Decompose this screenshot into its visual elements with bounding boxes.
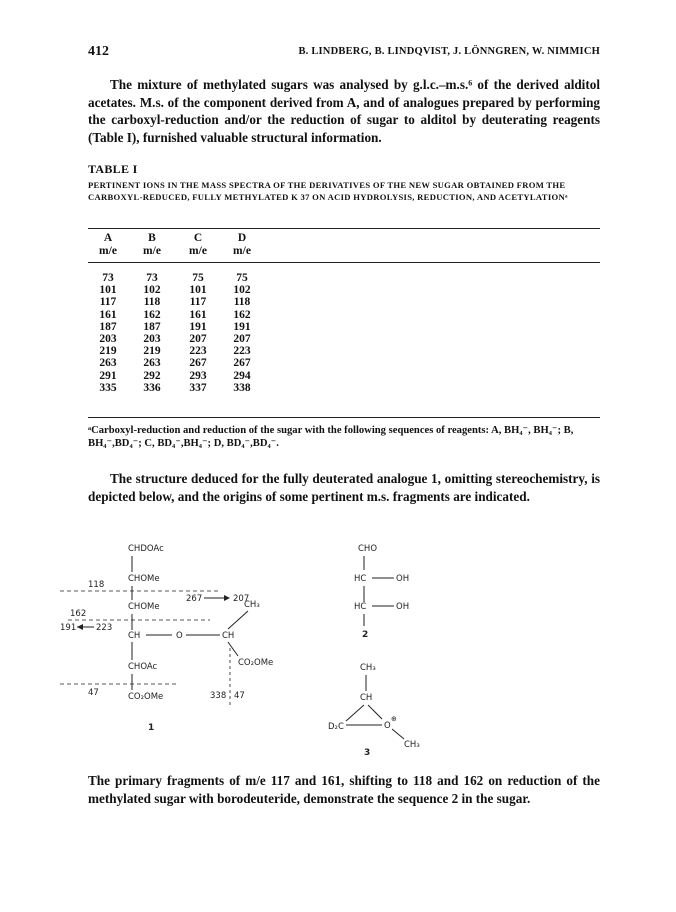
table-cell: 102 [143, 284, 161, 297]
fragment-47-right: 47 [234, 691, 245, 701]
table-cell: 203 [99, 332, 117, 345]
intro-paragraph [88, 76, 600, 146]
group-hc-2: HC [354, 602, 367, 612]
table-column-a-values [88, 272, 128, 394]
fragment-118: 118 [88, 580, 105, 590]
group-o: O [384, 721, 391, 731]
table-cell: 219 [99, 345, 117, 358]
table-cell: 118 [233, 296, 251, 309]
column-letter: B [148, 232, 156, 244]
table-cell: 117 [189, 296, 207, 309]
fragment-162: 162 [70, 609, 87, 619]
structure-2-diagram [330, 538, 440, 638]
table-cell: 263 [143, 357, 161, 370]
group-chome-2: CHOMe [128, 602, 160, 612]
group-ch3-bottom: CH₃ [404, 740, 420, 750]
table-header-rule [88, 262, 600, 263]
fragment-191: 191 [60, 623, 77, 633]
fragment-267: 267 [186, 594, 203, 604]
group-ch: CH [360, 693, 373, 703]
column-letter: A [103, 232, 113, 244]
table-cell: 187 [143, 320, 161, 333]
table-column-header-c [178, 232, 218, 258]
structure-2-label: 2 [362, 630, 369, 638]
page-number: 412 [88, 44, 109, 59]
table-cell: 336 [143, 381, 161, 394]
structure-text: The structure deduced for the fully deuterated analogue 1, omitting stereochemistry, is depicted below, and the origins of some pertinent m.s. fragments are indicated. [88, 471, 600, 504]
table-footnote: ᵃCarboxyl-reduction and reduction of the sugar with the following sequences of reagents: A, BH₄⁻, BH₄⁻; B, BH₄⁻,BD₄⁻; C, BD₄⁻,BH₄⁻; D, BD₄⁻,BD₄⁻. [88, 425, 574, 449]
table-top-rule [88, 228, 600, 229]
bond [228, 642, 238, 656]
table-column-header-b [132, 232, 172, 258]
table-cell: 75 [236, 272, 248, 284]
column-unit: m/e [189, 245, 207, 257]
bond [346, 705, 364, 721]
column-unit: m/e [143, 245, 161, 257]
table-cell: 117 [99, 296, 117, 309]
table-cell: 219 [143, 345, 161, 358]
structure-1-label: 1 [148, 723, 155, 733]
structure-3-label: 3 [364, 748, 371, 755]
author-list: B. LINDBERG, B. LINDQVIST, J. LÖNNGREN, W. NIMMICH [298, 46, 600, 57]
group-co2ome-1: CO₂OMe [238, 658, 274, 668]
table-cell: 203 [143, 332, 161, 345]
conclusion-paragraph [88, 772, 600, 807]
table-cell: 101 [189, 284, 207, 297]
fragment-arrow-head [77, 624, 83, 630]
table-cell: 73 [146, 272, 158, 284]
group-ch-1: CH [128, 631, 141, 641]
running-header [88, 44, 600, 60]
table-column-c-values [178, 272, 218, 394]
table-cell: 293 [189, 369, 207, 382]
table-cell: 101 [99, 284, 117, 297]
table-cell: 162 [233, 308, 251, 321]
column-letter: D [237, 232, 247, 244]
table-column-d-values [222, 272, 262, 394]
column-unit: m/e [99, 245, 117, 257]
table-cell: 207 [233, 332, 251, 345]
table-cell: 335 [99, 381, 117, 394]
table-cell: 207 [189, 332, 207, 345]
fragment-223: 223 [96, 623, 113, 633]
intro-text: The mixture of methylated sugars was analysed by g.l.c.–m.s.⁶ of the derived alditol acetates. M.s. of the component derived from A, and of analogues prepared by performing the carboxyl-reduction and/or the reduction of sugar to alditol by deuterating reagents (Table I), furnished valuable structural information. [88, 77, 600, 145]
fragment-arrow-head [224, 595, 230, 601]
charge-plus: ⊕ [391, 715, 397, 723]
table-caption: PERTINENT IONS IN THE MASS SPECTRA OF THE DERIVATIVES OF THE NEW SUGAR OBTAINED FROM THE CARBOXYL-REDUCED, FULLY METHYLATED K 37 ON ACID HYDROLYSIS, REDUCTION, AND ACETYLATIONᵃ [88, 180, 568, 202]
group-cho: CHO [358, 544, 378, 554]
fragment-47-left: 47 [88, 688, 99, 698]
group-o: O [176, 631, 183, 641]
group-chome-1: CHOMe [128, 574, 160, 584]
table-cell: 292 [143, 369, 161, 382]
table-cell: 263 [99, 357, 117, 370]
bond [392, 729, 404, 739]
bond [228, 611, 248, 629]
table-cell: 73 [102, 272, 114, 284]
table-cell: 191 [189, 320, 207, 333]
table-cell: 187 [99, 320, 117, 333]
table-column-b-values [132, 272, 172, 394]
table-cell: 267 [189, 357, 207, 370]
group-hc-1: HC [354, 574, 367, 584]
table-cell: 191 [233, 320, 251, 333]
table-cell: 338 [233, 381, 251, 394]
bond [368, 705, 382, 719]
group-choac: CHOAc [128, 662, 158, 672]
group-co2ome-2: CO₂OMe [128, 692, 164, 702]
table-cell: 162 [143, 308, 161, 321]
table-cell: 223 [233, 345, 251, 358]
table-cell: 294 [233, 369, 251, 382]
table-column-header-a [88, 232, 128, 258]
table-cell: 161 [189, 308, 207, 321]
structure-paragraph [88, 470, 600, 505]
structure-3-diagram [300, 655, 450, 755]
table-title: TABLE I [88, 162, 138, 176]
table-cell: 267 [233, 357, 251, 370]
group-ch-2: CH [222, 631, 235, 641]
group-ch3-top: CH₃ [360, 663, 376, 673]
fragment-207: 207 [233, 594, 250, 604]
table-cell: 291 [99, 369, 117, 382]
conclusion-text: The primary fragments of m/e 117 and 161, shifting to 118 and 162 on reduction of the methylated sugar with borodeuteride, demonstrate the sequence 2 in the sugar. [88, 773, 600, 806]
table-cell: 118 [143, 296, 161, 309]
group-oh-2: OH [396, 602, 410, 612]
group-ch3: CH₃ [244, 600, 260, 610]
table-column-header-d [222, 232, 262, 258]
column-unit: m/e [233, 245, 251, 257]
table-bottom-rule [88, 417, 600, 418]
table-cell: 337 [189, 381, 207, 394]
fragment-338: 338 [210, 691, 227, 701]
group-oh-1: OH [396, 574, 410, 584]
table-cell: 223 [189, 345, 207, 358]
table-cell: 161 [99, 308, 117, 321]
group-chdoac: CHDOAc [128, 544, 164, 554]
table-cell: 102 [233, 284, 251, 297]
column-letter: C [193, 232, 203, 244]
group-d2c: D₂C [328, 722, 344, 732]
table-cell: 75 [192, 272, 204, 284]
